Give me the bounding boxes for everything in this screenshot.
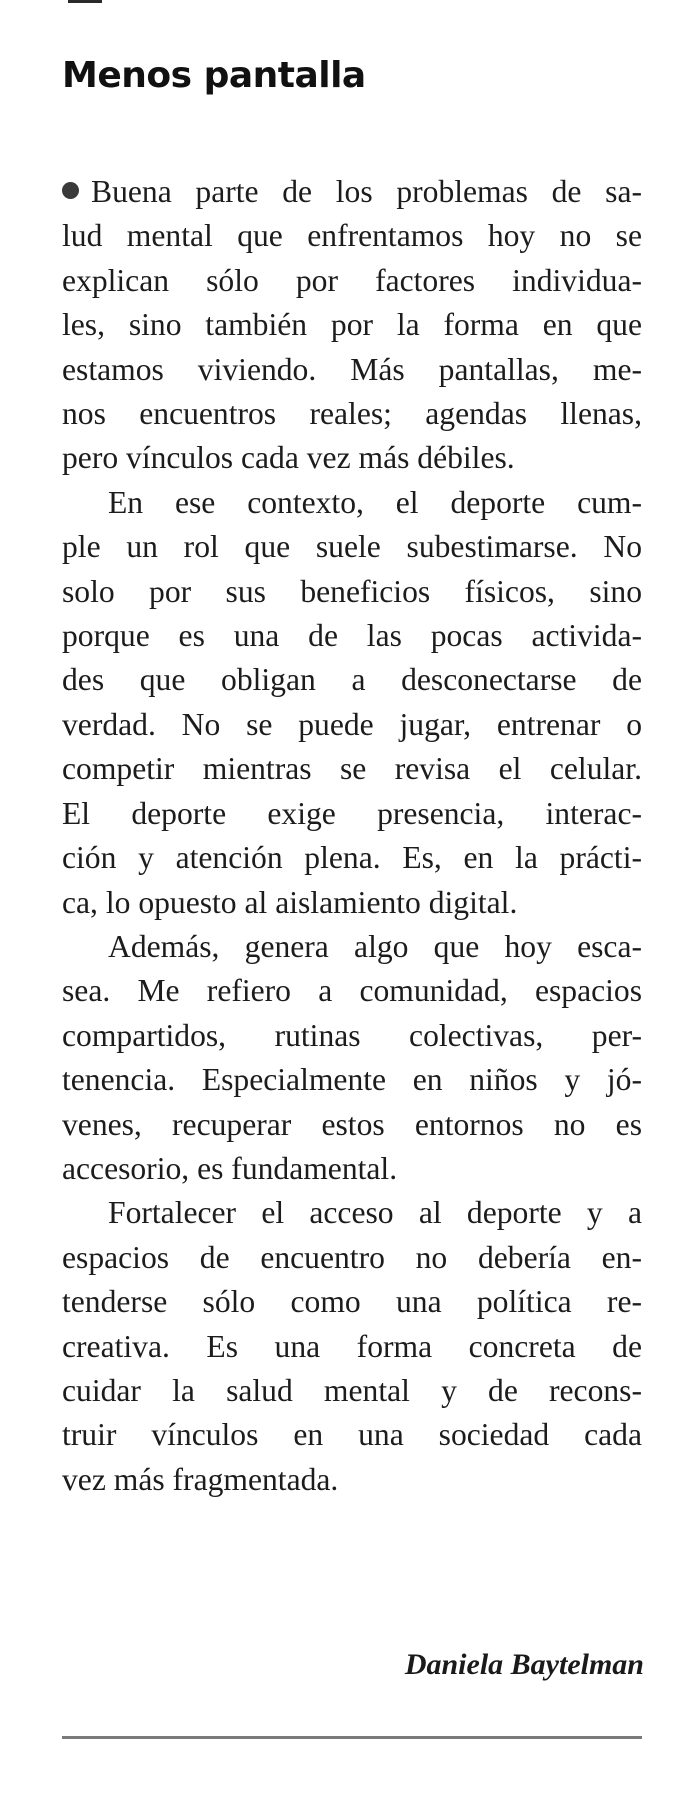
paragraph-line: vez más fragmentada. (62, 1461, 339, 1497)
paragraph-line: Fortalecer el acceso al deporte y a (108, 1195, 642, 1231)
paragraph-line: explican sólo por factores individua- (62, 262, 642, 298)
paragraph-line: El deporte exige presencia, interac- (62, 795, 642, 831)
paragraph-line: lud mental que enfrentamos hoy no se (62, 218, 642, 254)
paragraph-line: ca, lo opuesto al aislamiento digital. (62, 884, 518, 920)
paragraph-line: tenderse sólo como una política re- (62, 1284, 642, 1320)
paragraph-line: solo por sus beneficios físicos, sino (62, 573, 642, 609)
paragraph-line: creativa. Es una forma concreta de (62, 1328, 642, 1364)
paragraph-1 (62, 170, 642, 481)
paragraph-line: nos encuentros reales; agendas llenas, (62, 396, 642, 432)
letter-article (62, 52, 642, 1502)
paragraph-line: des que obligan a desconectarse de (62, 662, 642, 698)
paragraph-line: estamos viviendo. Más pantallas, me- (62, 351, 642, 387)
paragraph-line: competir mientras se revisa el celular. (62, 751, 642, 787)
paragraph-line: pero vínculos cada vez más débiles. (62, 440, 515, 476)
paragraph-line: cuidar la salud mental y de recons- (62, 1372, 642, 1408)
paragraph-line: ción y atención plena. Es, en la prácti- (62, 840, 642, 876)
paragraph-line: verdad. No se puede jugar, entrenar o (62, 706, 642, 742)
bottom-divider (62, 1736, 642, 1739)
bullet-dot-icon (62, 182, 79, 199)
paragraph-line: les, sino también por la forma en que (62, 307, 642, 343)
article-title: Menos pantalla (62, 55, 366, 96)
paragraph-line: tenencia. Especialmente en niños y jó- (62, 1062, 642, 1098)
paragraph-2 (62, 481, 642, 925)
paragraph-line: venes, recuperar estos entornos no es (62, 1106, 642, 1142)
paragraph-line: compartidos, rutinas colectivas, per- (62, 1017, 642, 1053)
paragraph-line: ple un rol que suele subestimarse. No (62, 529, 642, 565)
top-rule-fragment (68, 0, 102, 3)
paragraph-4 (62, 1191, 642, 1502)
paragraph-line: sea. Me refiero a comunidad, espacios (62, 973, 642, 1009)
paragraph-3 (62, 925, 642, 1191)
paragraph-line: porque es una de las pocas activida- (62, 618, 642, 654)
paragraph-line: espacios de encuentro no debería en- (62, 1239, 642, 1275)
paragraph-line: accesorio, es fundamental. (62, 1150, 398, 1186)
paragraph-line: Buena parte de los problemas de sa- (62, 170, 642, 214)
article-body (62, 170, 642, 1502)
paragraph-line: En ese contexto, el deporte cum- (108, 484, 642, 520)
author-signature: Daniela Baytelman (404, 1648, 644, 1681)
paragraph-line: truir vínculos en una sociedad cada (62, 1417, 642, 1453)
paragraph-line: Además, genera algo que hoy esca- (108, 928, 642, 964)
